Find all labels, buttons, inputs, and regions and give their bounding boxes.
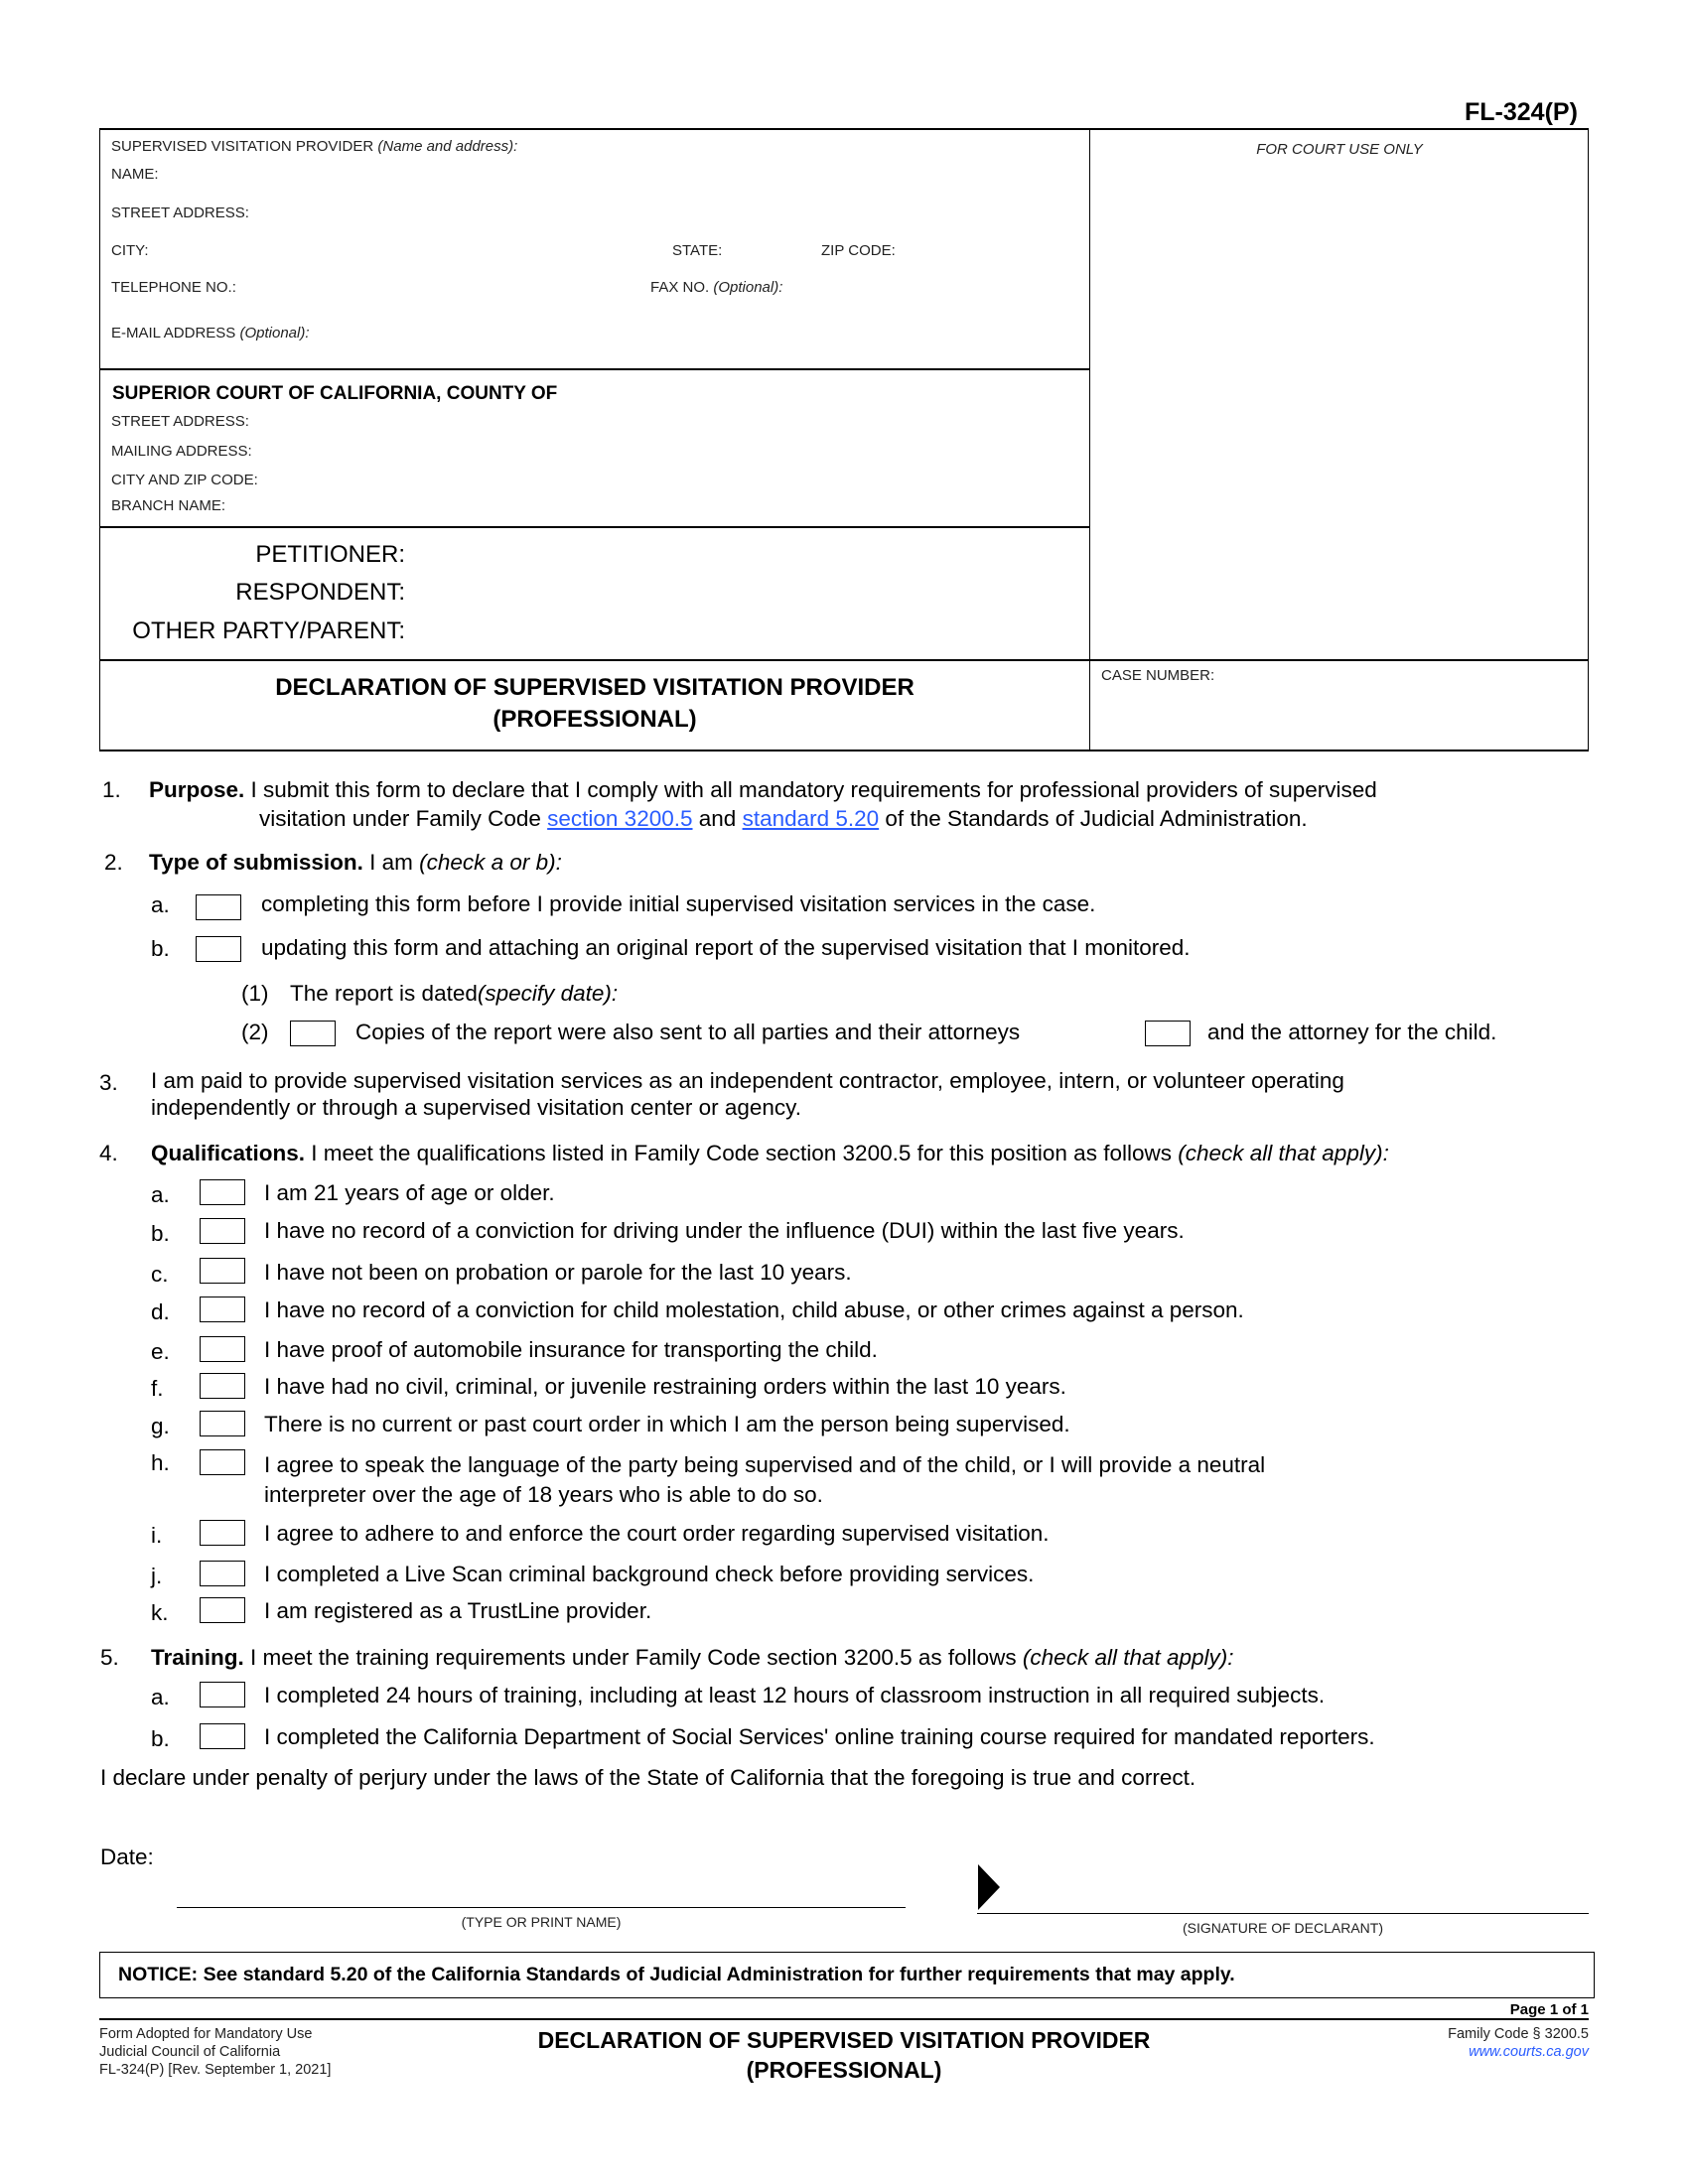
item2-heading-line: Type of submission. I am (check a or b): <box>149 850 562 875</box>
caption-right-border <box>1588 128 1589 751</box>
item2a-letter: a. <box>151 892 170 917</box>
item5b-letter: b. <box>151 1726 170 1751</box>
item4h-letter: h. <box>151 1450 170 1475</box>
provider-email-field[interactable]: E-MAIL ADDRESS (Optional): <box>111 325 310 341</box>
item4b-letter: b. <box>151 1221 170 1246</box>
item4k-checkbox[interactable] <box>200 1597 245 1623</box>
court-heading: SUPERIOR COURT OF CALIFORNIA, COUNTY OF <box>112 383 558 404</box>
item4c-letter: c. <box>151 1262 169 1287</box>
item4-heading-line: Qualifications. I meet the qualifications listed in Family Code section 3200.5 for this position as follows (check all that apply): <box>151 1141 1389 1165</box>
provider-heading: SUPERVISED VISITATION PROVIDER (Name and address): <box>111 138 518 155</box>
item4a-text: I am 21 years of age or older. <box>264 1180 555 1205</box>
perjury-declaration: I declare under penalty of perjury under the laws of the State of California that the foregoing is true and correct. <box>100 1765 1196 1790</box>
item2b-checkbox[interactable] <box>196 936 241 962</box>
item4g-letter: g. <box>151 1414 170 1438</box>
footer-family-code: Family Code § 3200.5 <box>1448 2026 1589 2042</box>
item4g-checkbox[interactable] <box>200 1411 245 1436</box>
case-number-field[interactable]: CASE NUMBER: <box>1101 667 1215 684</box>
item4i-checkbox[interactable] <box>200 1520 245 1546</box>
item4i-text: I agree to adhere to and enforce the court order regarding supervised visitation. <box>264 1521 1050 1546</box>
item4a-letter: a. <box>151 1182 170 1207</box>
item4h-text-line2: interpreter over the age of 18 years who is able to do so. <box>264 1482 823 1507</box>
court-use-only-label: FOR COURT USE ONLY <box>1256 141 1423 158</box>
standard-5-20-link[interactable]: standard 5.20 <box>742 806 880 831</box>
item5a-text: I completed 24 hours of training, including at least 12 hours of classroom instruction in all required subjects. <box>264 1683 1326 1707</box>
item3-number: 3. <box>99 1070 118 1095</box>
footer-left <box>99 2025 331 2079</box>
court-mailing-field[interactable]: MAILING ADDRESS: <box>111 443 252 460</box>
item2a-text: completing this form before I provide initial supervised visitation services in the case. <box>261 891 1096 916</box>
item4j-checkbox[interactable] <box>200 1561 245 1586</box>
other-party-field[interactable]: OTHER PARTY/PARENT: <box>132 617 405 644</box>
provider-telephone-field[interactable]: TELEPHONE NO.: <box>111 279 236 296</box>
caption-left-border <box>99 128 100 751</box>
footer-revision: FL-324(P) [Rev. September 1, 2021] <box>99 2062 332 2078</box>
print-name-caption: (TYPE OR PRINT NAME) <box>461 1914 622 1930</box>
item5b-checkbox[interactable] <box>200 1723 245 1749</box>
item1-number: 1. <box>102 777 121 802</box>
court-branch-field[interactable]: BRANCH NAME: <box>111 497 226 514</box>
court-street-field[interactable]: STREET ADDRESS: <box>111 413 249 430</box>
footer-title-line1: DECLARATION OF SUPERVISED VISITATION PROVIDER <box>537 2027 1151 2053</box>
form-title-line2: (PROFESSIONAL) <box>492 706 697 733</box>
notice-box <box>99 1952 1595 1998</box>
provider-city-field[interactable]: CITY: <box>111 242 149 259</box>
footer-council: Judicial Council of California <box>99 2044 281 2060</box>
item5b-text: I completed the California Department of Social Services' online training course required for mandated reporters. <box>264 1724 1375 1749</box>
item5a-checkbox[interactable] <box>200 1682 245 1707</box>
item4b-checkbox[interactable] <box>200 1218 245 1244</box>
item2b2-parties-text: Copies of the report were also sent to all parties and their attorneys <box>355 1020 1021 1044</box>
item4h-checkbox[interactable] <box>200 1449 245 1475</box>
item4e-letter: e. <box>151 1339 170 1364</box>
item4e-text: I have proof of automobile insurance for transporting the child. <box>264 1337 878 1362</box>
item3-line1: I am paid to provide supervised visitation services as an independent contractor, employee, intern, or volunteer operating <box>151 1068 1344 1093</box>
item4f-letter: f. <box>151 1376 164 1401</box>
footer-title-line2: (PROFESSIONAL) <box>746 2057 942 2083</box>
courts-website-link[interactable]: www.courts.ca.gov <box>1469 2044 1589 2060</box>
item4k-text: I am registered as a TrustLine provider. <box>264 1598 652 1623</box>
item3-line2: independently or through a supervised visitation center or agency. <box>151 1095 801 1120</box>
provider-state-field[interactable]: STATE: <box>672 242 723 259</box>
item4f-text: I have had no civil, criminal, or juvenile restraining orders within the last 10 years. <box>264 1374 1066 1399</box>
item2b-letter: b. <box>151 936 170 961</box>
provider-court-divider <box>99 368 1090 370</box>
provider-zip-field[interactable]: ZIP CODE: <box>821 242 896 259</box>
signature-caption: (SIGNATURE OF DECLARANT) <box>1183 1920 1383 1936</box>
provider-street-field[interactable]: STREET ADDRESS: <box>111 205 249 221</box>
petitioner-field[interactable]: PETITIONER: <box>255 541 405 568</box>
item4c-text: I have not been on probation or parole for the last 10 years. <box>264 1260 852 1285</box>
item2b1-number: (1) <box>241 981 269 1006</box>
court-city-zip-field[interactable]: CITY AND ZIP CODE: <box>111 472 258 488</box>
footer-right <box>1448 2025 1589 2061</box>
item1-line1: Purpose. I submit this form to declare that I comply with all mandatory requirements for professional providers of supervised <box>149 777 1377 802</box>
caption-column-divider <box>1089 128 1090 751</box>
provider-fax-field[interactable]: FAX NO. (Optional): <box>650 279 783 296</box>
item5a-letter: a. <box>151 1685 170 1709</box>
caption-bottom-border <box>99 750 1589 751</box>
item2b2-number: (2) <box>241 1020 269 1044</box>
page-number: Page 1 of 1 <box>1509 2001 1589 2018</box>
item4d-text: I have no record of a conviction for child molestation, child abuse, or other crimes against a person. <box>264 1297 1244 1322</box>
form-title <box>99 672 1090 736</box>
print-name-line[interactable] <box>177 1907 906 1908</box>
item4d-checkbox[interactable] <box>200 1297 245 1322</box>
respondent-field[interactable]: RESPONDENT: <box>235 579 405 606</box>
item4a-checkbox[interactable] <box>200 1179 245 1205</box>
item2-number: 2. <box>104 850 123 875</box>
section-3200-5-link[interactable]: section 3200.5 <box>547 806 693 831</box>
item1-line2: visitation under Family Code section 3200.5 and standard 5.20 of the Standards of Judicial Administration. <box>259 806 1308 831</box>
item4k-letter: k. <box>151 1600 169 1625</box>
notice-text: NOTICE: See standard 5.20 of the California Standards of Judicial Administration for further requirements that may apply. <box>118 1964 1235 1985</box>
item2b-text: updating this form and attaching an original report of the supervised visitation that I monitored. <box>261 935 1191 960</box>
date-field[interactable]: Date: <box>100 1844 154 1869</box>
footer-title <box>397 2025 1291 2085</box>
caption-top-border <box>99 128 1589 130</box>
item2b2-child-attorney-checkbox[interactable] <box>1145 1021 1191 1046</box>
item4-number: 4. <box>99 1141 118 1165</box>
item5-number: 5. <box>100 1645 119 1670</box>
item2b2-parties-checkbox[interactable] <box>290 1021 336 1046</box>
item5-heading-line: Training. I meet the training requirements under Family Code section 3200.5 as follows (check all that apply): <box>151 1645 1234 1670</box>
signature-line[interactable] <box>977 1913 1589 1914</box>
item2b2-child-attorney-text: and the attorney for the child. <box>1207 1020 1497 1044</box>
footer-rule <box>99 2018 1589 2020</box>
item4d-letter: d. <box>151 1299 170 1324</box>
item4i-letter: i. <box>151 1523 163 1548</box>
party-title-divider <box>99 659 1589 661</box>
item4b-text: I have no record of a conviction for driving under the influence (DUI) within the last five years. <box>264 1218 1185 1243</box>
provider-name-field[interactable]: NAME: <box>111 166 159 183</box>
item4e-checkbox[interactable] <box>200 1336 245 1362</box>
form-code: FL-324(P) <box>1465 98 1578 126</box>
footer-adopted: Form Adopted for Mandatory Use <box>99 2026 313 2042</box>
court-party-divider <box>99 526 1090 528</box>
item2b1-report-date-field[interactable]: The report is dated(specify date): <box>290 981 619 1006</box>
item4g-text: There is no current or past court order in which I am the person being supervised. <box>264 1412 1070 1436</box>
item4j-text: I completed a Live Scan criminal background check before providing services. <box>264 1562 1035 1586</box>
signature-arrow-icon <box>978 1864 1000 1910</box>
item4f-checkbox[interactable] <box>200 1373 245 1399</box>
item2a-checkbox[interactable] <box>196 894 241 920</box>
form-title-line1: DECLARATION OF SUPERVISED VISITATION PROVIDER <box>275 674 914 701</box>
item4c-checkbox[interactable] <box>200 1258 245 1284</box>
item4h-text-line1: I agree to speak the language of the party being supervised and of the child, or I will provide a neutral <box>264 1452 1266 1477</box>
item4j-letter: j. <box>151 1564 163 1588</box>
